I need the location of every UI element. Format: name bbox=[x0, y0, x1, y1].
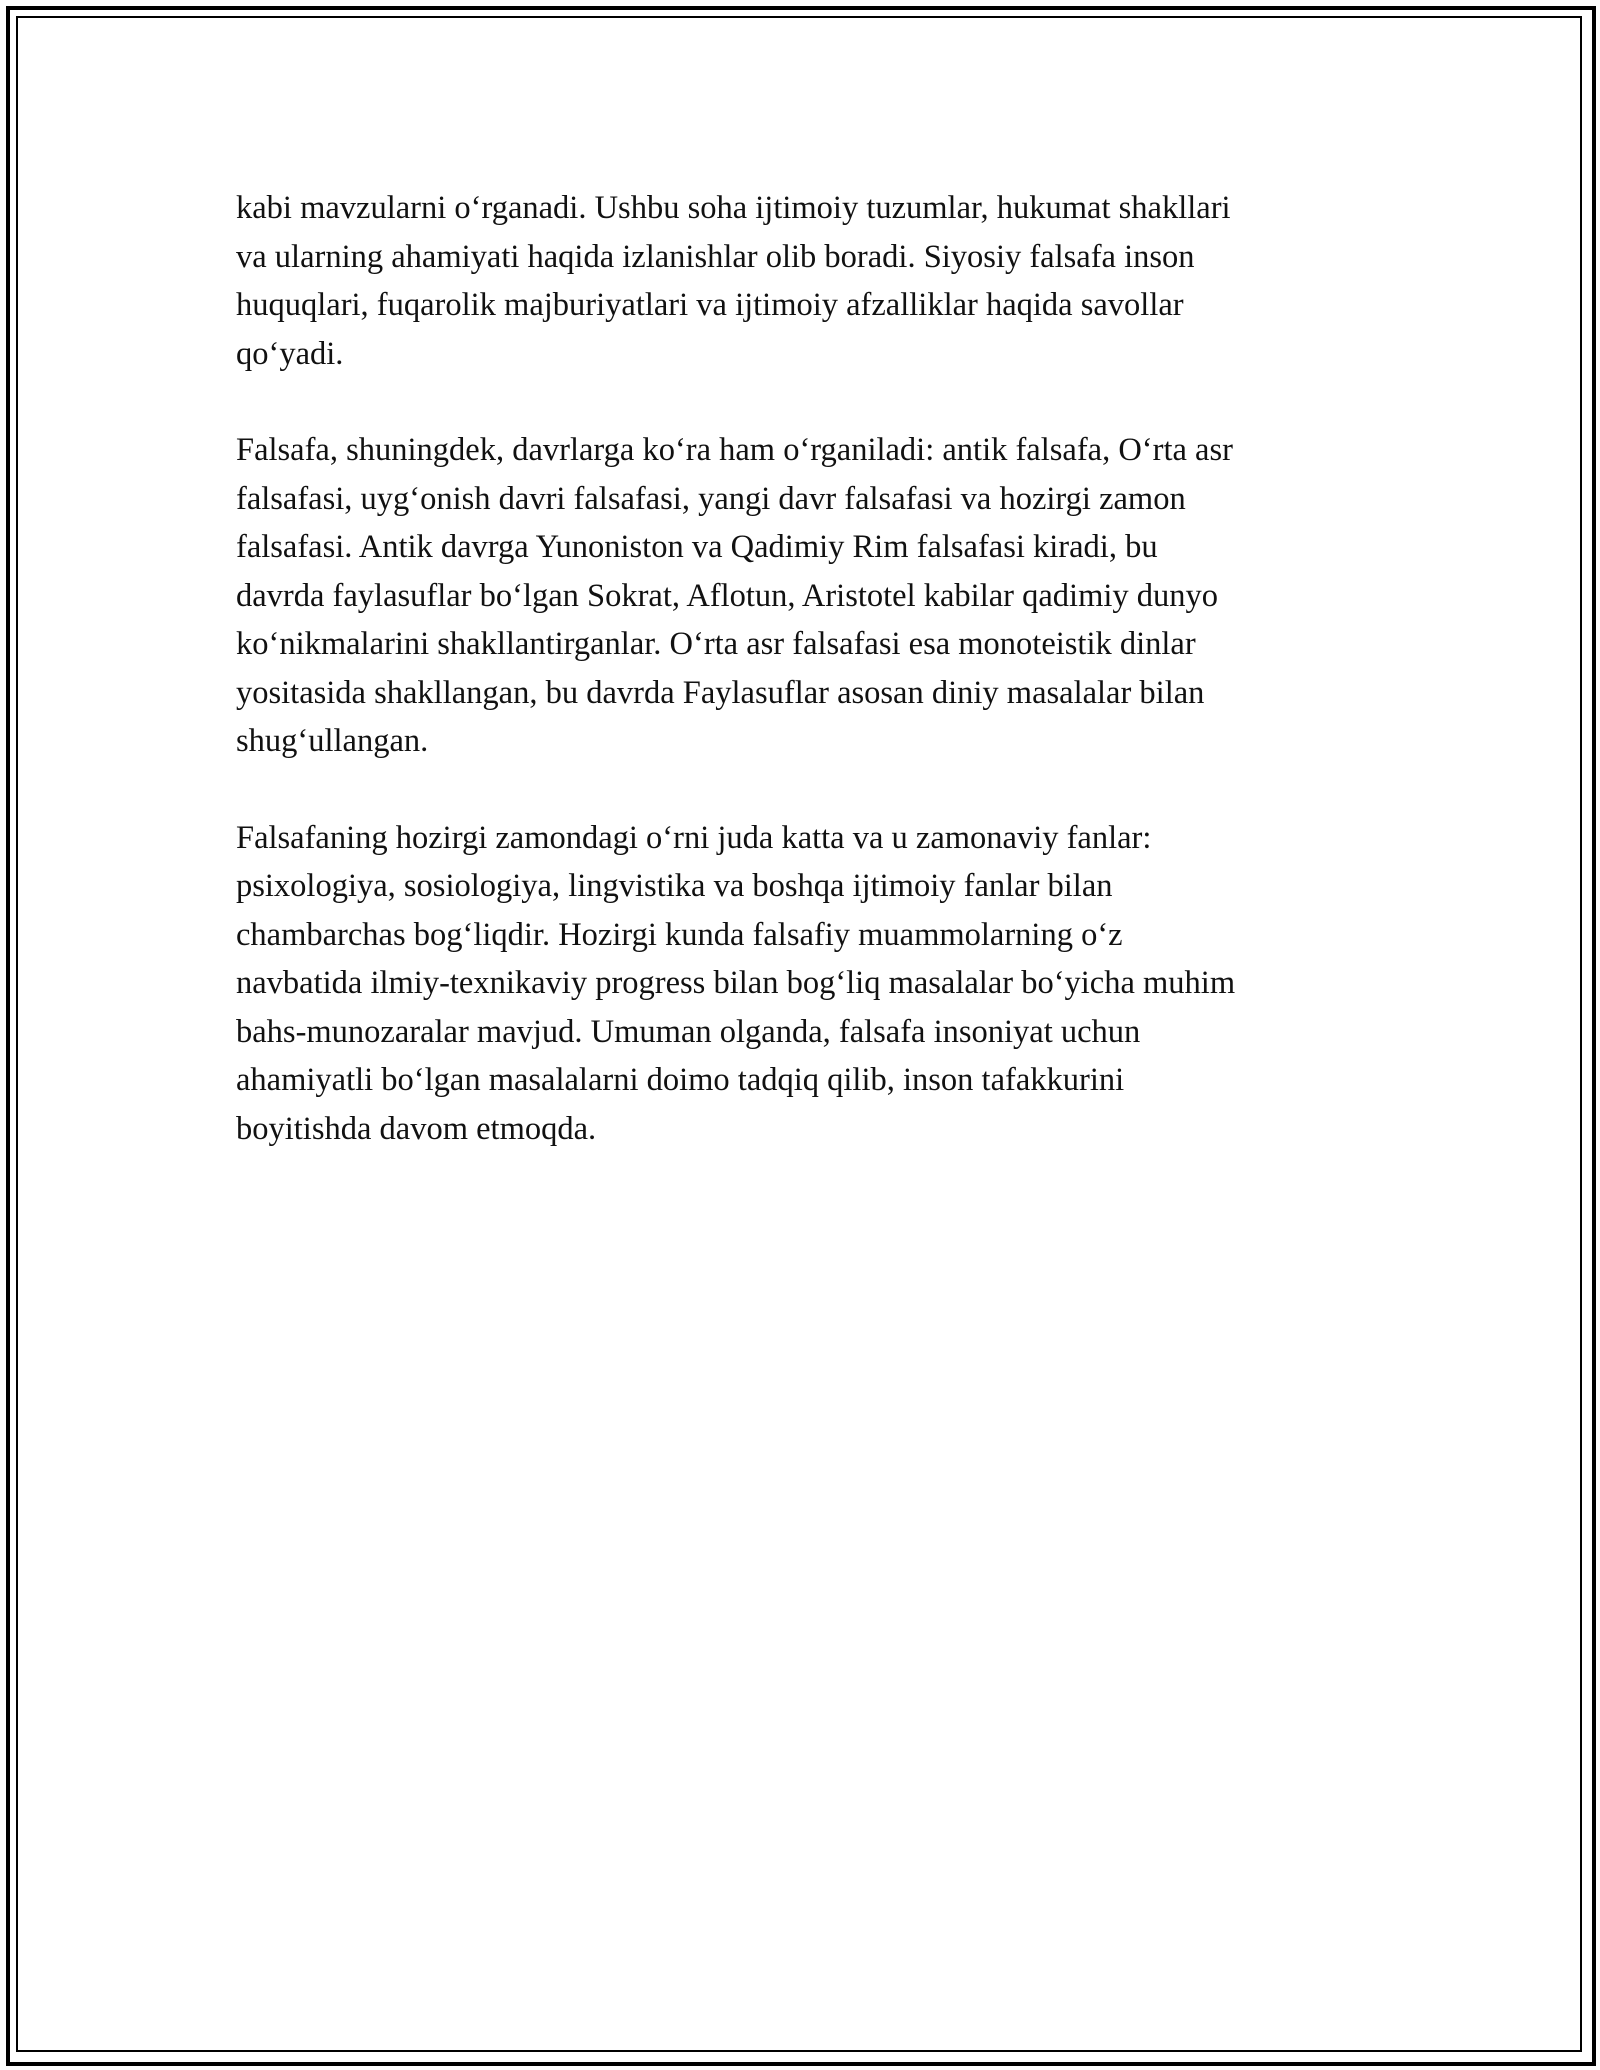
paragraph-1 bbox=[236, 184, 1416, 378]
paragraph-line: navbatida ilmiy-texnikaviy progress bilan bog‘liq masalalar bo‘yicha muhim bbox=[236, 965, 1236, 1001]
paragraph-line: yositasida shakllangan, bu davrda Faylasuflar asosan diniy masalalar bilan bbox=[236, 674, 1205, 711]
paragraph-line: huquqlari, fuqarolik majburiyatlari va ijtimoiy afzalliklar haqida savollar bbox=[236, 287, 1184, 323]
paragraph-line: falsafasi, uyg‘onish davri falsafasi, yangi davr falsafasi va hozirgi zamon bbox=[236, 480, 1186, 517]
paragraph-2 bbox=[236, 426, 1416, 766]
paragraph-line: psixologiya, sosiologiya, lingvistika va boshqa ijtimoiy fanlar bilan bbox=[236, 868, 1113, 904]
paragraph-line: boyitishda davom etmoqda. bbox=[236, 1110, 597, 1147]
paragraph-3 bbox=[236, 814, 1416, 1154]
paragraph-line: ahamiyatli bo‘lgan masalalarni doimo tadqiq qilib, inson tafakkurini bbox=[236, 1062, 1125, 1098]
paragraph-line: ko‘nikmalarini shakllantirganlar. O‘rta asr falsafasi esa monoteistik dinlar bbox=[236, 626, 1196, 662]
paragraph-line: davrda faylasuflar bo‘lgan Sokrat, Aflotun, Aristotel kabilar qadimiy dunyo bbox=[236, 577, 1218, 614]
paragraph-line: shug‘ullangan. bbox=[236, 723, 429, 759]
paragraph-line: bahs-munozaralar mavjud. Umuman olganda, falsafa insoniyat uchun bbox=[236, 1013, 1141, 1050]
paragraph-line: Falsafaning hozirgi zamondagi o‘rni juda katta va u zamonaviy fanlar: bbox=[236, 819, 1152, 856]
paragraph-line: va ularning ahamiyati haqida izlanishlar olib boradi. Siyosiy falsafa inson bbox=[236, 238, 1195, 275]
paragraph-line: kabi mavzularni o‘rganadi. Ushbu soha ijtimoiy tuzumlar, hukumat shakllari bbox=[236, 190, 1231, 226]
paragraph-line: chambarchas bog‘liqdir. Hozirgi kunda falsafiy muammolarning o‘z bbox=[236, 916, 1123, 953]
document-body bbox=[236, 184, 1416, 1201]
paragraph-line: falsafasi. Antik davrga Yunoniston va Qadimiy Rim falsafasi kiradi, bu bbox=[236, 529, 1158, 565]
paragraph-line: Falsafa, shuningdek, davrlarga ko‘ra ham o‘rganiladi: antik falsafa, O‘rta asr bbox=[236, 432, 1233, 468]
paragraph-line: qo‘yadi. bbox=[236, 335, 344, 372]
